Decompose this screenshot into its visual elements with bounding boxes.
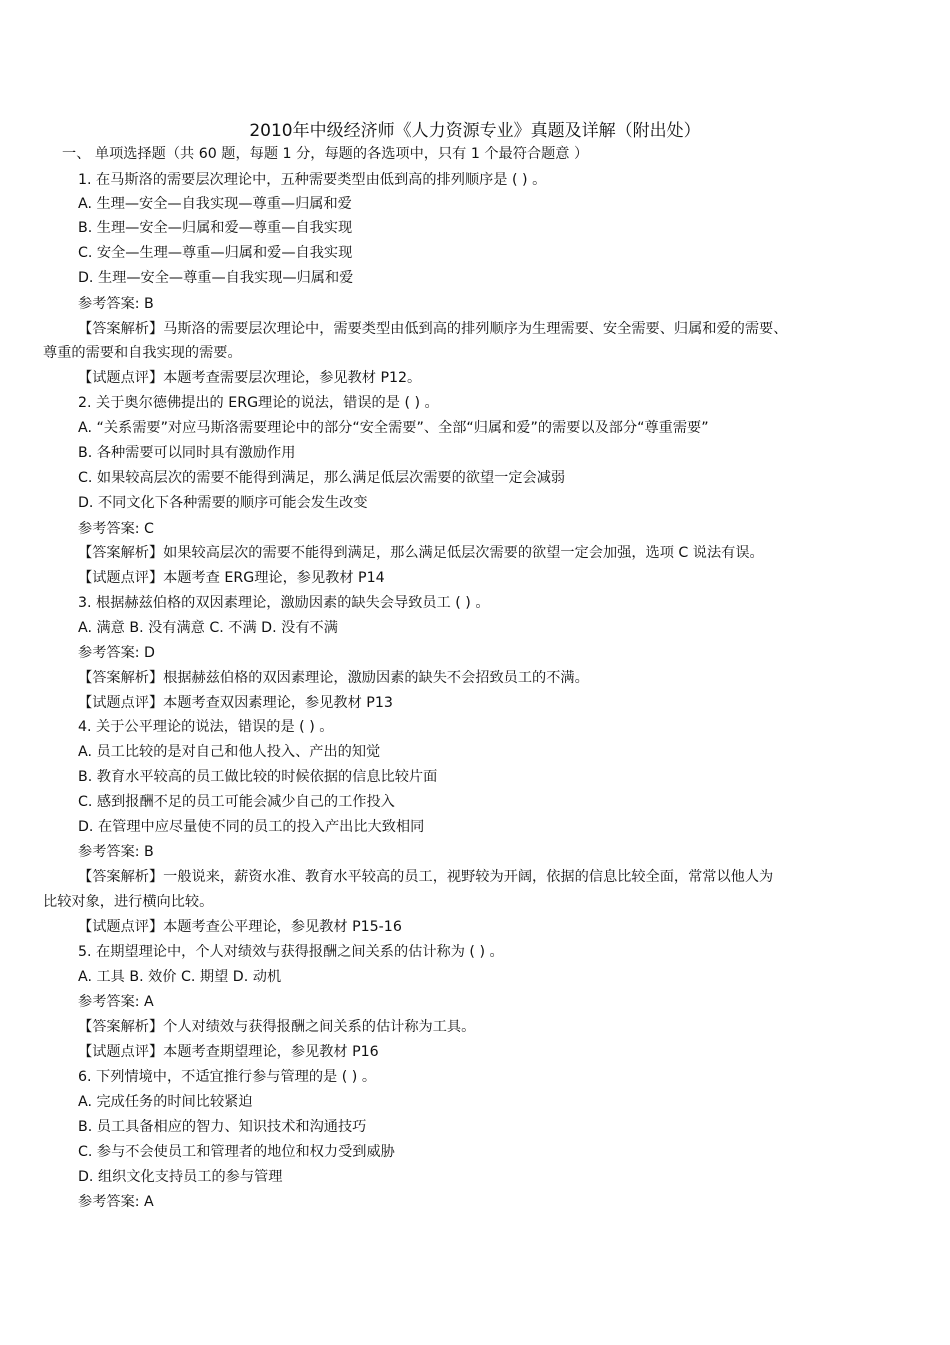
document-title: 2010年中级经济师《人力资源专业》真题及详解（附出处） — [249, 121, 701, 141]
q2-option-b: B. 各种需要可以同时具有激励作用 — [78, 445, 296, 461]
q4-explanation-cont: 比较对象，进行横向比较。 — [43, 894, 214, 910]
q2-explanation: 【答案解析】如果较高层次的需要不能得到满足，那么满足低层次需要的欲望一定会加强，选项 C 说法有误。 — [78, 545, 764, 561]
q1-comment: 【试题点评】本题考查需要层次理论，参见教材 P12。 — [78, 370, 422, 386]
q1-option-d: D. 生理—安全—尊重—自我实现—归属和爱 — [78, 270, 354, 286]
q2-option-a: A. “关系需要”对应马斯洛需要理论中的部分“安全需要”、全部“归属和爱”的需要以及部分“尊重需要” — [78, 420, 709, 436]
q4-explanation: 【答案解析】一般说来，薪资水准、教育水平较高的员工，视野较为开阔，依据的信息比较全面，常常以他人为 — [78, 869, 774, 885]
q4-comment: 【试题点评】本题考查公平理论，参见教材 P15-16 — [78, 919, 402, 935]
q2-option-d: D. 不同文化下各种需要的顺序可能会发生改变 — [78, 495, 368, 511]
q3-explanation: 【答案解析】根据赫兹伯格的双因素理论，激励因素的缺失不会招致员工的不满。 — [78, 670, 589, 686]
q2-answer: 参考答案: C — [78, 521, 154, 537]
q3-options: A. 满意 B. 没有满意 C. 不满 D. 没有不满 — [78, 620, 338, 636]
q4-option-a: A. 员工比较的是对自己和他人投入、产出的知觉 — [78, 744, 381, 760]
q5-comment: 【试题点评】本题考查期望理论，参见教材 P16 — [78, 1044, 379, 1060]
q2-option-c: C. 如果较高层次的需要不能得到满足，那么满足低层次需要的欲望一定会减弱 — [78, 470, 566, 486]
q1-explanation-cont: 尊重的需要和自我实现的需要。 — [43, 345, 242, 361]
q6-option-b: B. 员工具备相应的智力、知识技术和沟通技巧 — [78, 1119, 367, 1135]
question-2: 2. 关于奥尔德佛提出的 ERG理论的说法，错误的是 ( ) 。 — [78, 395, 439, 411]
q2-comment: 【试题点评】本题考查 ERG理论，参见教材 P14 — [78, 570, 385, 586]
q1-option-c: C. 安全—生理—尊重—归属和爱—自我实现 — [78, 245, 353, 261]
q4-option-c: C. 感到报酬不足的员工可能会减少自己的工作投入 — [78, 794, 395, 810]
q4-answer: 参考答案: B — [78, 844, 154, 860]
q4-option-b: B. 教育水平较高的员工做比较的时候依据的信息比较片面 — [78, 769, 438, 785]
question-6: 6. 下列情境中，不适宜推行参与管理的是 ( ) 。 — [78, 1069, 377, 1085]
q6-option-d: D. 组织文化支持员工的参与管理 — [78, 1169, 283, 1185]
q3-comment: 【试题点评】本题考查双因素理论，参见教材 P13 — [78, 695, 393, 711]
q4-option-d: D. 在管理中应尽量使不同的员工的投入产出比大致相同 — [78, 819, 425, 835]
q1-option-b: B. 生理—安全—归属和爱—尊重—自我实现 — [78, 220, 353, 236]
q6-option-c: C. 参与不会使员工和管理者的地位和权力受到威胁 — [78, 1144, 395, 1160]
q5-explanation: 【答案解析】个人对绩效与获得报酬之间关系的估计称为工具。 — [78, 1019, 476, 1035]
question-1: 1. 在马斯洛的需要层次理论中，五种需要类型由低到高的排列顺序是 ( ) 。 — [78, 172, 547, 188]
q6-option-a: A. 完成任务的时间比较紧迫 — [78, 1094, 253, 1110]
q3-answer: 参考答案: D — [78, 645, 155, 661]
q1-option-a: A. 生理—安全—自我实现—尊重—归属和爱 — [78, 196, 352, 212]
q5-options: A. 工具 B. 效价 C. 期望 D. 动机 — [78, 969, 282, 985]
question-5: 5. 在期望理论中，个人对绩效与获得报酬之间关系的估计称为 ( ) 。 — [78, 944, 504, 960]
question-3: 3. 根据赫兹伯格的双因素理论，激励因素的缺失会导致员工 ( ) 。 — [78, 595, 490, 611]
q1-answer: 参考答案: B — [78, 296, 154, 312]
q1-explanation: 【答案解析】马斯洛的需要层次理论中，需要类型由低到高的排列顺序为生理需要、安全需要、归属和爱的需要、 — [78, 321, 788, 337]
q5-answer: 参考答案: A — [78, 994, 154, 1010]
question-4: 4. 关于公平理论的说法，错误的是 ( ) 。 — [78, 719, 334, 735]
q6-answer: 参考答案: A — [78, 1194, 154, 1210]
section-heading: 一、 单项选择题（共 60 题，每题 1 分，每题的各选项中，只有 1 个最符合题意 ） — [62, 146, 589, 162]
